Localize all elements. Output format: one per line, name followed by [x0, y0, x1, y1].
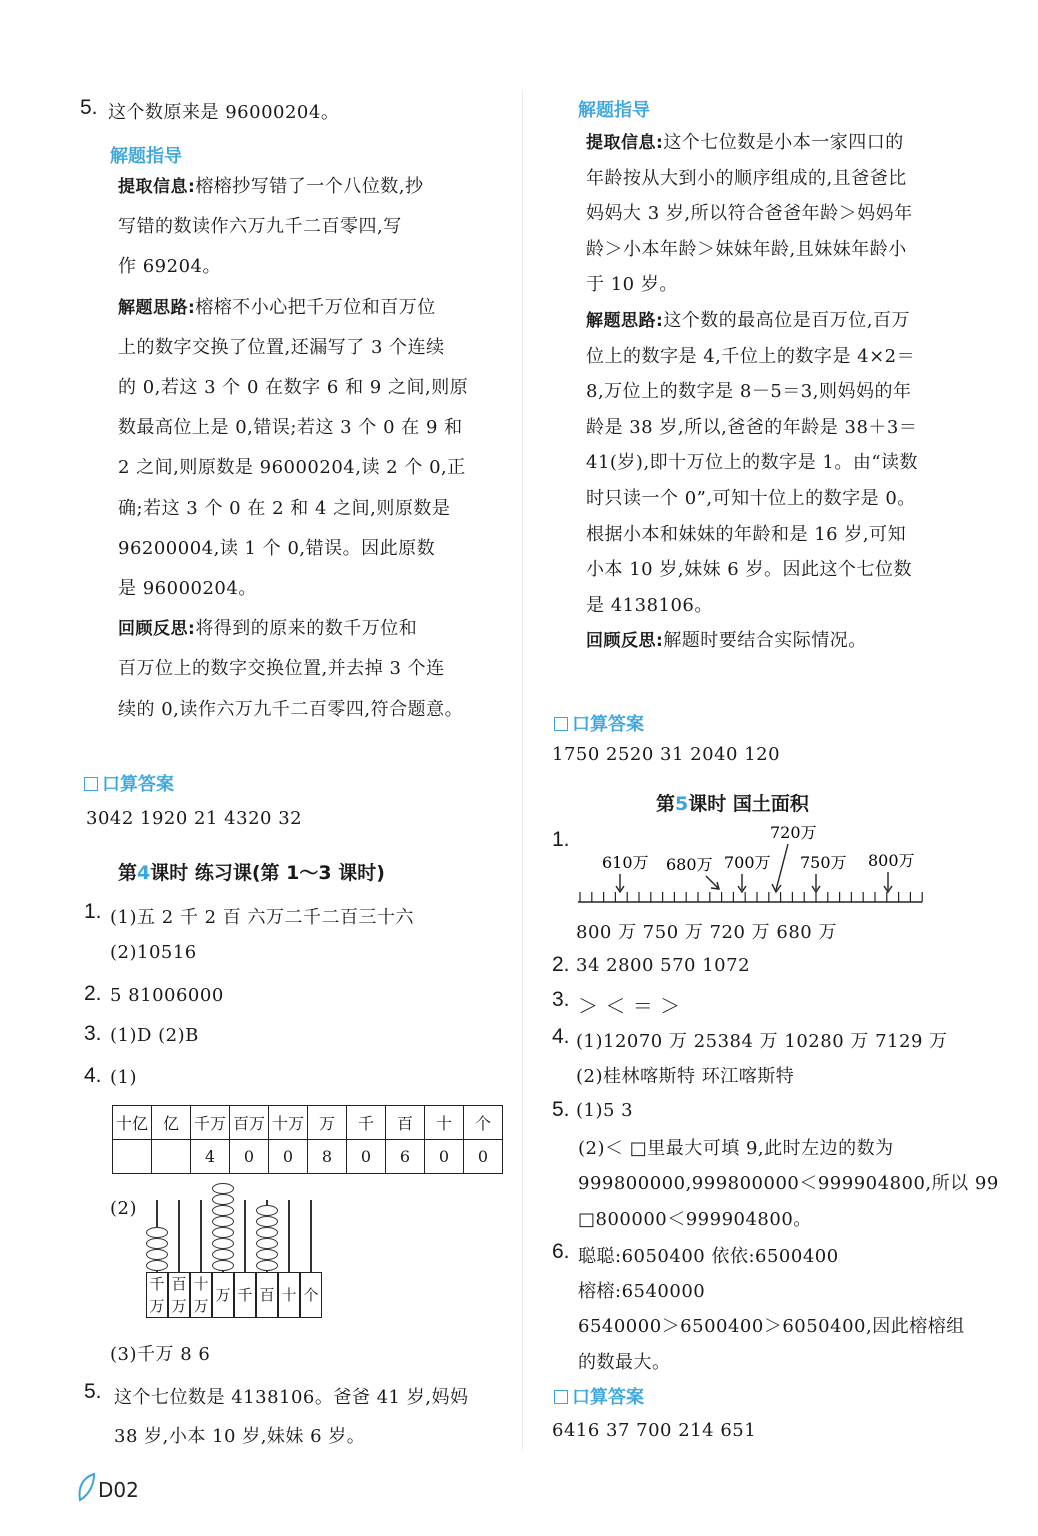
guide-line: 百万位上的数字交换位置,并去掉 3 个连	[118, 658, 445, 680]
guide-line: 上的数字交换了位置,还漏写了 3 个连续	[118, 336, 445, 358]
abacus-label: 百万	[168, 1272, 190, 1318]
table-cell: 4	[191, 1140, 230, 1174]
guide-line: 写错的数读作六万九千二百零四,写	[118, 216, 402, 238]
item-number: 1.	[552, 828, 570, 851]
item-number: 2.	[552, 953, 570, 976]
answer-text: □800000＜999904800。	[578, 1209, 812, 1230]
table-header-cell: 百万	[230, 1106, 269, 1140]
abacus-bead	[146, 1227, 168, 1238]
item-number: 2.	[84, 982, 102, 1005]
abacus-bead	[256, 1216, 278, 1227]
answer-text: 这个数原来是 96000204。	[108, 102, 340, 123]
table-cell: 0	[269, 1140, 308, 1174]
abacus-label: 千	[234, 1272, 256, 1318]
item-number: 4.	[552, 1025, 570, 1048]
number-line-label: 700万	[724, 853, 771, 872]
item-number: 6.	[552, 1240, 570, 1263]
abacus-label: 十	[278, 1272, 300, 1318]
guide-line: 于 10 岁。	[586, 274, 678, 296]
lesson-heading: 第4课时 练习课(第 1～3 课时)	[118, 862, 385, 884]
table-header-cell: 十	[425, 1106, 464, 1140]
abacus-bead	[212, 1249, 234, 1260]
checkbox-icon	[554, 1390, 568, 1404]
number-line-label: 610万	[602, 853, 649, 872]
abacus-label: 千万	[146, 1272, 168, 1318]
abacus-rod	[244, 1200, 246, 1272]
table-header-cell: 亿	[152, 1106, 191, 1140]
abacus-bead	[212, 1260, 234, 1271]
answer-text: (2)10516	[110, 942, 197, 963]
table-cell: 0	[425, 1140, 464, 1174]
abacus-rod	[288, 1200, 290, 1272]
abacus-bead	[212, 1194, 234, 1205]
guide-line: 回顾反思:将得到的原来的数千万位和	[118, 618, 418, 640]
page-number: D02	[98, 1478, 139, 1502]
item-number: 5.	[80, 96, 98, 119]
checkbox-icon	[84, 777, 98, 791]
answer-text: (2)	[110, 1198, 137, 1219]
table-cell	[152, 1140, 191, 1174]
guide-line: 解题思路:榕榕不小心把千万位和百万位	[118, 296, 436, 318]
answer-text: 榕榕:6540000	[578, 1281, 706, 1302]
answer-text: 6540000＞6500400＞6050400,因此榕榕组	[578, 1316, 965, 1337]
answer-text: (2)桂林喀斯特 环江喀斯特	[576, 1066, 795, 1087]
number-line-label: 800万	[868, 851, 915, 870]
abacus-bead	[212, 1238, 234, 1249]
table-header-cell: 千万	[191, 1106, 230, 1140]
guide-line: 龄＞小本年龄＞妹妹年龄,且妹妹年龄小	[586, 238, 907, 260]
guide-line: 41(岁),即十万位上的数字是 1。由“读数	[586, 452, 919, 474]
item-number: 5.	[552, 1098, 570, 1121]
answer-text: 999800000,999800000＜999904800,所以 99	[578, 1173, 999, 1194]
number-line-label: 720万	[770, 823, 817, 842]
abacus-bead	[146, 1238, 168, 1249]
answer-text: 5 81006000	[110, 985, 224, 1006]
lesson-heading: 第5课时 国土面积	[656, 793, 809, 815]
number-line-label: 750万	[800, 853, 847, 872]
guide-line: 2 之间,则原数是 96000204,读 2 个 0,正	[118, 457, 466, 479]
answer-text: (1)D (2)B	[110, 1025, 199, 1046]
number-line	[570, 820, 940, 915]
answer-text: (3)千万 8 6	[110, 1344, 211, 1365]
guide-line: 根据小本和妹妹的年龄和是 16 岁,可知	[586, 523, 907, 545]
place-value-table	[112, 1105, 503, 1174]
guide-line: 96200004,读 1 个 0,错误。因此原数	[118, 537, 436, 559]
calc-title: 口算答案	[84, 770, 174, 796]
abacus-label: 个	[300, 1272, 322, 1318]
table-cell	[113, 1140, 152, 1174]
guide-line: 确;若这 3 个 0 在 2 和 4 之间,则原数是	[118, 497, 451, 519]
item-number: 3.	[552, 988, 570, 1011]
abacus-bead	[256, 1260, 278, 1271]
abacus-label: 十万	[190, 1272, 212, 1318]
calc-answers: 1750 2520 31 2040 120	[552, 744, 781, 765]
table-cell: 0	[347, 1140, 386, 1174]
answer-text: 这个七位数是 4138106。爸爸 41 岁,妈妈	[114, 1387, 469, 1408]
number-line-label: 680万	[666, 855, 713, 874]
answer-text: 的数最大。	[578, 1352, 671, 1373]
answer-text: 38 岁,小本 10 岁,妹妹 6 岁。	[114, 1426, 366, 1447]
answer-text: (2)＜ □里最大可填 9,此时左边的数为	[578, 1138, 894, 1159]
guide-line: 续的 0,读作六万九千二百零四,符合题意。	[118, 698, 464, 720]
guide-line: 妈妈大 3 岁,所以符合爸爸年龄＞妈妈年	[586, 203, 913, 225]
answer-text: (1)	[110, 1067, 137, 1088]
guide-line: 时只读一个 0”,可知十位上的数字是 0。	[586, 488, 916, 509]
table-cell: 0	[464, 1140, 503, 1174]
abacus-label: 百	[256, 1272, 278, 1318]
abacus-bead	[256, 1205, 278, 1216]
table-header-cell: 个	[464, 1106, 503, 1140]
answer-text: ＞ ＜ ＝ ＞	[578, 994, 681, 1018]
table-header-cell: 十亿	[113, 1106, 152, 1140]
table-cell: 8	[308, 1140, 347, 1174]
abacus-bead	[256, 1227, 278, 1238]
guide-title: 解题指导	[110, 146, 182, 167]
table-header-cell: 万	[308, 1106, 347, 1140]
abacus-label: 万	[212, 1272, 234, 1318]
abacus-bead	[256, 1249, 278, 1260]
answer-text: (1)12070 万 25384 万 10280 万 7129 万	[576, 1031, 948, 1052]
answer-text: 800 万 750 万 720 万 680 万	[576, 922, 837, 943]
abacus-bead	[212, 1183, 234, 1194]
item-number: 4.	[84, 1064, 102, 1087]
abacus-bead	[212, 1205, 234, 1216]
answer-text: 34 2800 570 1072	[576, 955, 751, 976]
abacus-rod	[178, 1200, 180, 1272]
guide-line: 8,万位上的数字是 8－5＝3,则妈妈的年	[586, 381, 912, 403]
calc-answers: 6416 37 700 214 651	[552, 1420, 757, 1441]
guide-line: 小本 10 岁,妹妹 6 岁。因此这个七位数	[586, 559, 912, 581]
answer-text: (1)5 3	[576, 1100, 634, 1121]
leaf-icon	[76, 1472, 98, 1502]
table-header-cell: 千	[347, 1106, 386, 1140]
abacus-bead	[146, 1249, 168, 1260]
abacus-bead	[212, 1216, 234, 1227]
guide-line: 提取信息:榕榕抄写错了一个八位数,抄	[118, 176, 424, 197]
table-header-cell: 十万	[269, 1106, 308, 1140]
table-cell: 6	[386, 1140, 425, 1174]
item-number: 1.	[84, 900, 102, 923]
guide-line: 是 96000204。	[118, 578, 257, 599]
guide-line: 的 0,若这 3 个 0 在数字 6 和 9 之间,则原	[118, 377, 469, 398]
item-number: 3.	[84, 1022, 102, 1045]
answer-text: 聪聪:6050400 依依:6500400	[578, 1246, 839, 1267]
table-cell: 0	[230, 1140, 269, 1174]
guide-line: 提取信息:这个七位数是小本一家四口的	[586, 132, 904, 153]
calc-answers: 3042 1920 21 4320 32	[86, 808, 303, 829]
guide-line: 龄是 38 岁,所以,爸爸的年龄是 38＋3＝	[586, 416, 918, 438]
abacus-rod	[310, 1200, 312, 1272]
abacus-bead	[256, 1238, 278, 1249]
calc-title: 口算答案	[554, 1383, 644, 1409]
guide-line: 位上的数字是 4,千位上的数字是 4×2＝	[586, 345, 916, 367]
abacus-bead	[212, 1227, 234, 1238]
abacus-rod	[200, 1200, 202, 1272]
item-number: 5.	[84, 1380, 102, 1403]
guide-line: 作 69204。	[118, 256, 221, 278]
answer-text: (1)五 2 千 2 百 六万二千二百三十六	[110, 907, 415, 928]
abacus-bead	[146, 1260, 168, 1271]
guide-line: 年龄按从大到小的顺序组成的,且爸爸比	[586, 167, 907, 189]
calc-title: 口算答案	[554, 710, 644, 736]
guide-line: 回顾反思:解题时要结合实际情况。	[586, 630, 867, 652]
guide-title: 解题指导	[578, 100, 650, 121]
checkbox-icon	[554, 717, 568, 731]
table-header-cell: 百	[386, 1106, 425, 1140]
guide-line: 是 4138106。	[586, 594, 713, 616]
guide-line: 数最高位上是 0,错误;若这 3 个 0 在 9 和	[118, 417, 463, 439]
column-divider	[522, 90, 523, 1450]
guide-line: 解题思路:这个数的最高位是百万位,百万	[586, 310, 911, 331]
